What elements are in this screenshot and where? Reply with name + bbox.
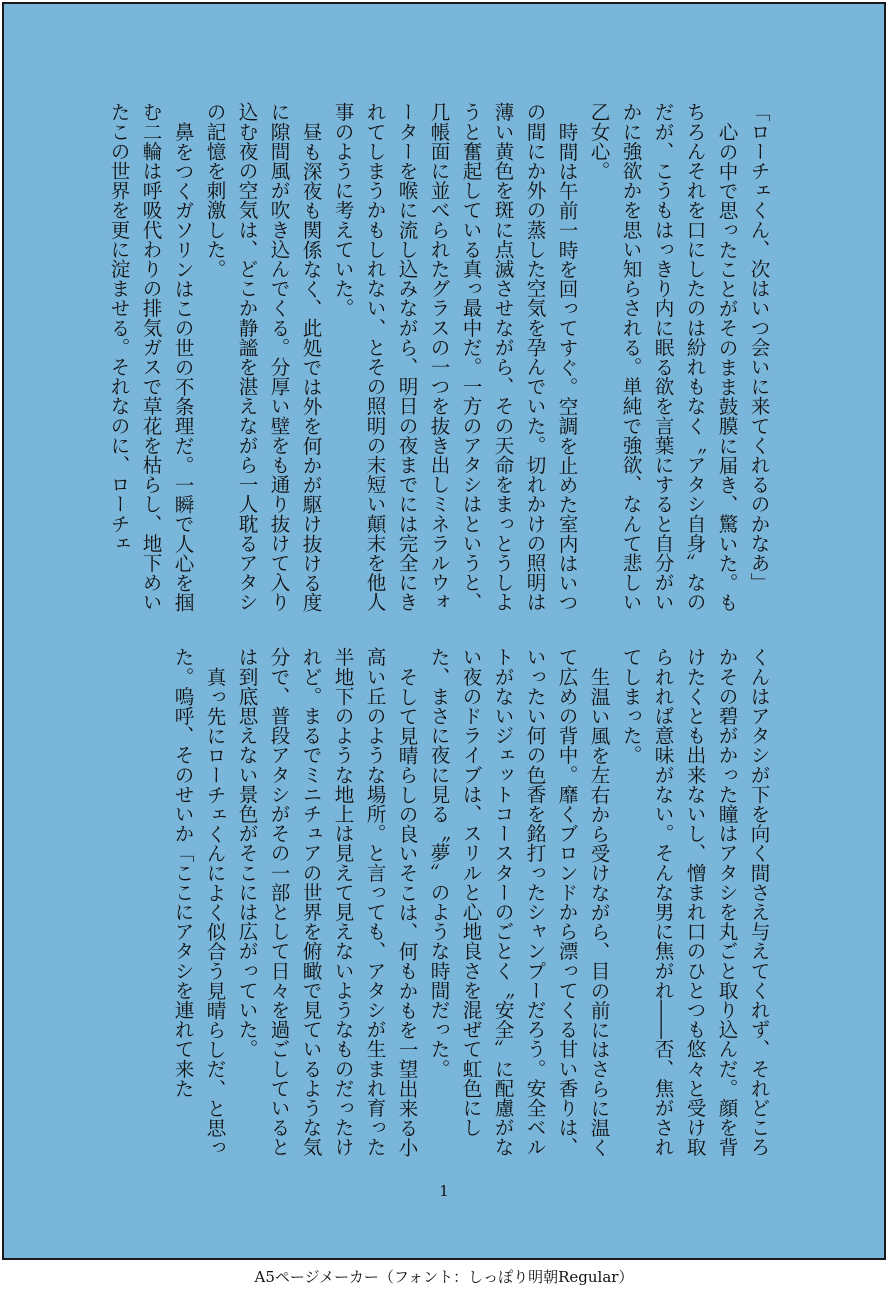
upper-text-block <box>102 102 774 612</box>
paragraph: 生温い風を左右から受けながら、目の前にはさらに温くて広めの背中。靡くブロンドから漂ってくる甘い香りは、いったい何の色香を銘打ったシャンプーだろう。安全ベルトがないジェットコースターのごとく〝安全〟に配慮がない夜のドライブは、スリルと心地良さを混ぜて虹色にした、まさに夜に見る〝夢〟のような時間だった。 <box>427 647 610 1157</box>
footer-caption: A5ページメーカー（フォント：しっぽり明朝Regular） <box>254 1268 634 1286</box>
lower-text-block <box>102 647 774 1157</box>
paragraph: 心の中で思ったことがそのまま鼓膜に届き、驚いた。もちろんそれを口にしたのは紛れもなく〝アタシ自身〟なのだが、こうもはっきり内に眠る欲を言葉にすると自分がいかに強欲かを思い知らされる。単純で強欲、なんて悲しい乙女心。 <box>587 102 738 612</box>
paragraph: 真っ先にローチェくんによく似合う見晴らしだ、と思った。嗚呼、そのせいか「ここにアタシを連れて来た <box>171 647 226 1157</box>
a5-page <box>2 2 886 1260</box>
paragraph: 鼻をつくガソリンはこの世の不条理だ。一瞬で人心を掴む二輪は呼吸代わりの排気ガスで草花を枯らし、地下めいたこの世界を更に淀ませる。それなのに、ローチェ <box>107 102 194 612</box>
paragraph: 昼も深夜も関係なく、此処では外を何かが駆け抜ける度に隙間風が吹き込んでくる。分厚い壁をも通り抜けて入り込む夜の空気は、どこか静謐を湛えながら一人耽るアタシの記憶を刺激した。 <box>203 102 322 612</box>
paragraph: 「ローチェくん、次はいつ会いに来てくれるのかなあ」 <box>747 102 770 592</box>
paragraph: 時間は午前一時を回ってすぐ。空調を止めた室内はいつの間にか外の蒸した空気を孕んでいた。切れかけの照明は薄い黄色を斑に点滅させながら、その天命をまっとうしようと奮起している真っ最中だ。一方のアタシはというと、几帳面に並べられたグラスの一つを抜き出しミネラルウォーターを喉に流し込みながら、明日の夜までには完全にきれてしまうかもしれない、とその照明の末短い顛末を他人事のように考えていた。 <box>331 102 578 612</box>
paragraph: そして見晴らしの良いそこは、何もかもを一望出来る小高い丘のような場所。と言っても、アタシが生まれ育った半地下のような地上は見えて見えないようなものだったけれど。まるでミニチュアの世界を俯瞰で見ているような気分で、普段アタシがその一部として日々を過ごしているとは到底思えない景色がそこには広がっていた。 <box>235 647 418 1157</box>
paragraph: くんはアタシが下を向く間さえ与えてくれず、それどころかその碧がかった瞳はアタシを丸ごと取り込んだ。顔を背けたくとも出来ないし、憎まれ口のひとつも悠々と受け取られれば意味がない。そんな男に焦がれ――否、焦がされてしまった。 <box>619 647 770 1157</box>
page-number: 1 <box>439 1182 449 1200</box>
